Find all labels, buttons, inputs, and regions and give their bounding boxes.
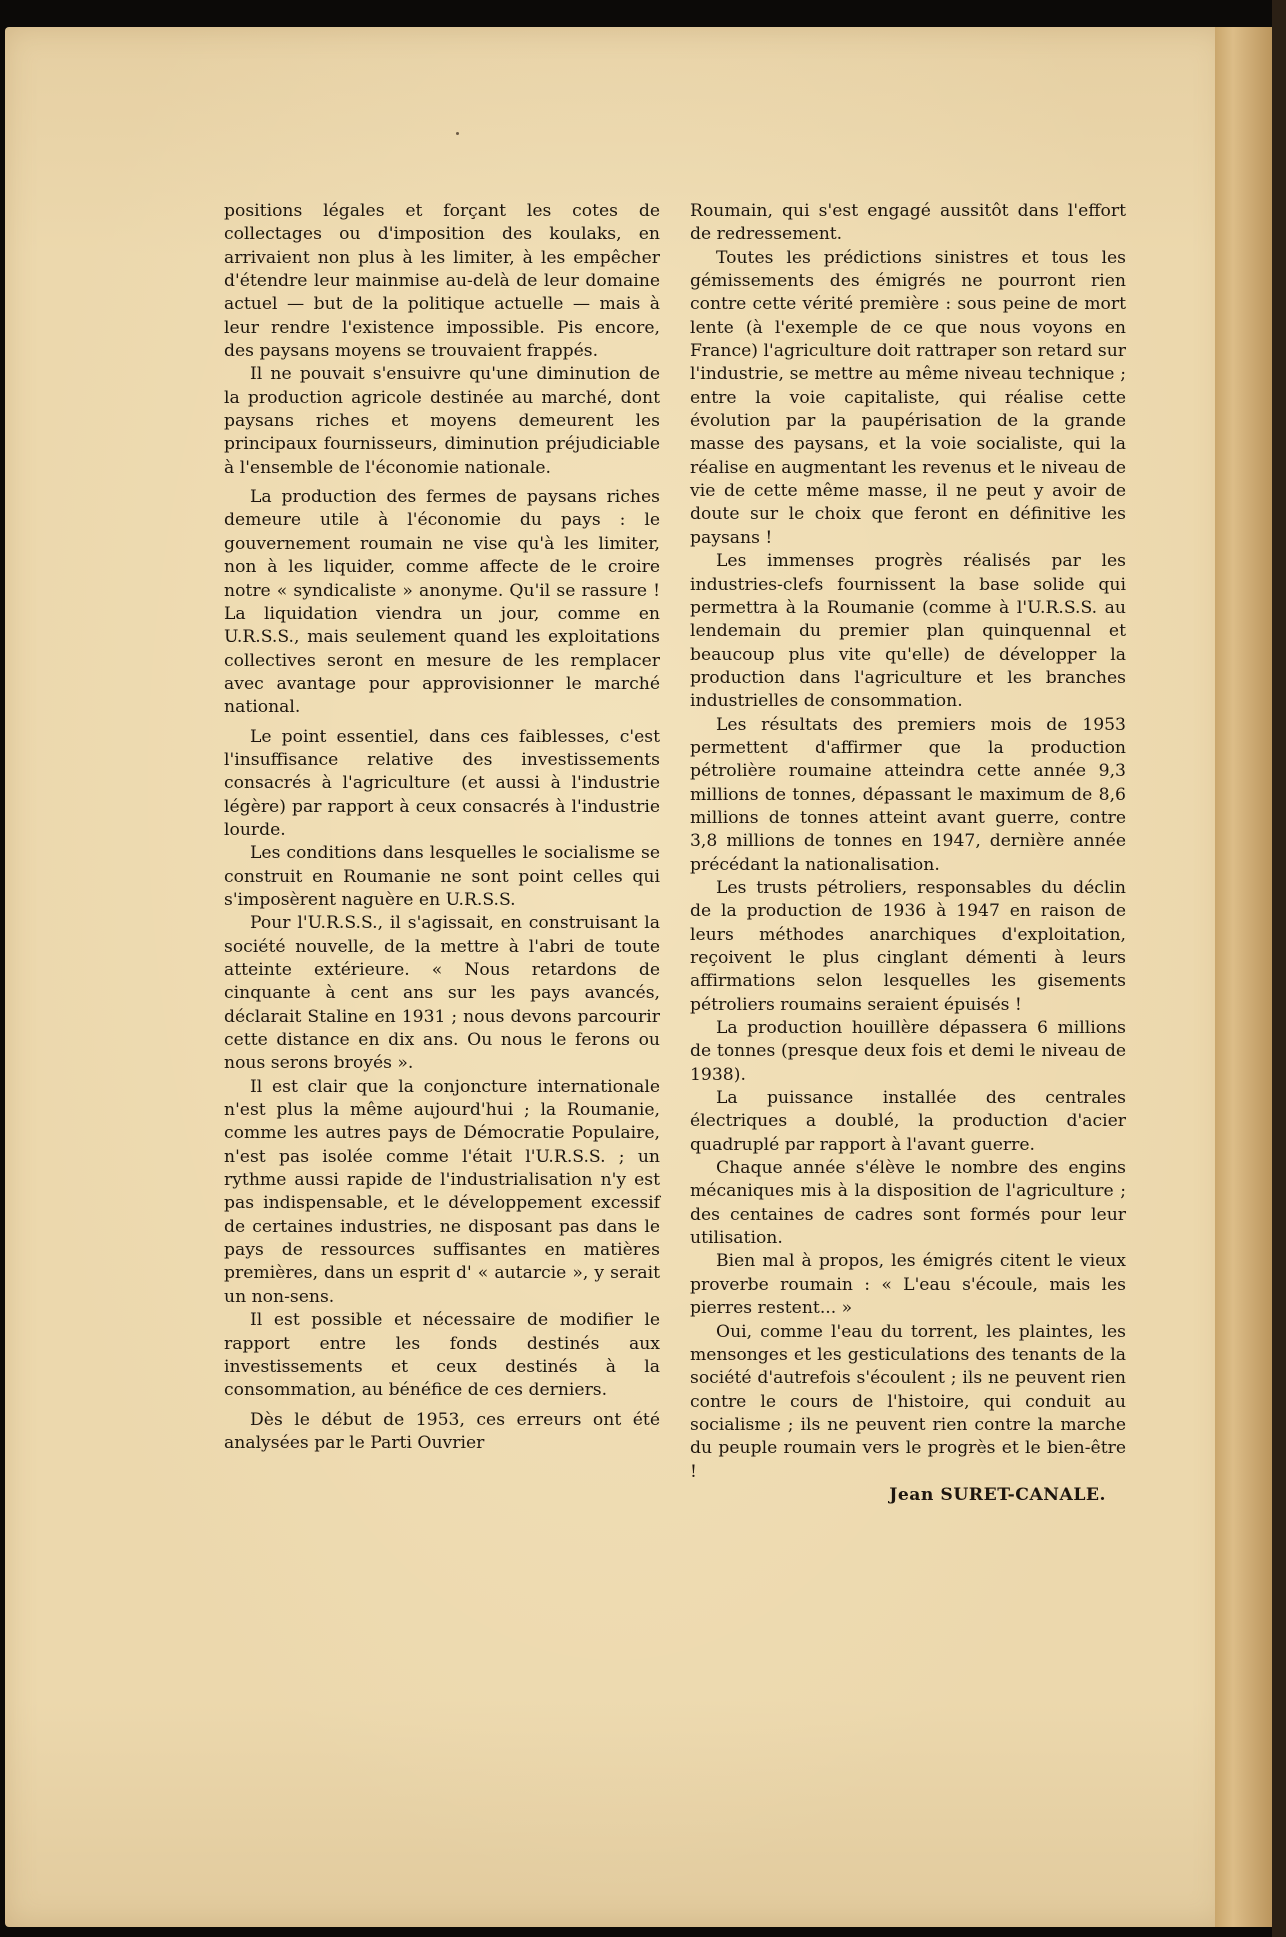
paragraph: Les conditions dans lesquelles le socialisme se construit en Roumanie ne sont point celles qui s'imposèrent naguère en U.R.S.S. — [224, 843, 660, 910]
page-edge — [1215, 27, 1275, 1927]
author-signature: Jean SURET-CANALE. — [889, 1484, 1106, 1505]
article-right-column — [690, 200, 1126, 1507]
paragraph: Pour l'U.R.S.S., il s'agissait, en construisant la société nouvelle, de la mettre à l'abri de toute atteinte extérieure. « Nous retardons de cinquante à cent ans sur les pays avancés, déclarait Staline en 1931 ; nous devons parcourir cette distance en dix ans. Ou nous le ferons ou nous serons broyés ». — [224, 913, 660, 1074]
paragraph: Les résultats des premiers mois de 1953 permettent d'affirmer que la production pétrolière roumaine atteindra cette année 9,3 millions de tonnes, dépassant le maximum de 8,6 millions de tonnes atteint avant guerre, contre 3,8 millions de tonnes en 1947, dernière année précédant la nationalisation. — [690, 714, 1126, 875]
paragraph: Bien mal à propos, les émigrés citent le vieux proverbe roumain : « L'eau s'écoule, mais les pierres restent... » — [690, 1251, 1126, 1319]
paragraph: Le point essentiel, dans ces faiblesses, c'est l'insuffisance relative des investissements consacrés à l'agriculture (et aussi à l'industrie légère) par rapport à ceux consacrés à l'industrie lourde. — [224, 726, 660, 840]
article-left-column — [224, 200, 660, 1455]
paragraph: Il est clair que la conjoncture internationale n'est plus la même aujourd'hui ; la Roumanie, comme les autres pays de Démocratie Populaire, n'est pas isolée comme l'était l'U.R.S.S. ; un rythme aussi rapide de l'industrialisation n'y est pas indispensable, et le développement excessif de certaines industries, ne disposant pas dans le pays de ressources suffisantes en matières premières, dans un esprit d' « autarcie », y serait un non-sens. — [224, 1076, 660, 1307]
paper-speck — [456, 132, 459, 135]
paragraph: Chaque année s'élève le nombre des engins mécaniques mis à la disposition de l'agriculture ; des centaines de cadres sont formés pour leur utilisation. — [690, 1158, 1126, 1249]
paragraph: Dès le début de 1953, ces erreurs ont été analysées par le Parti Ouvrier — [224, 1409, 660, 1453]
paragraph: Il est possible et nécessaire de modifier le rapport entre les fonds destinés aux investissements et ceux destinés à la consommation, au bénéfice de ces derniers. — [224, 1310, 660, 1401]
paragraph: Toutes les prédictions sinistres et tous les gémissements des émigrés ne pourront rien contre cette vérité première : sous peine de mort lente (à l'exemple de ce que nous voyons en France) l'agriculture doit rattraper son retard sur l'industrie, se mettre au même niveau technique ; entre la voie capitaliste, qui réalise cette évolution par la paupérisation de la grande masse des paysans, et la voie socialiste, qui la réalise en augmentant les revenus et le niveau de vie de cette même masse, il ne peut y avoir de doute sur le choix que feront en définitive les paysans ! — [690, 247, 1126, 548]
paragraph: positions légales et forçant les cotes de collectages ou d'imposition des koulaks, en arrivaient non plus à les limiter, à les empêcher d'étendre leur mainmise au-delà de leur domaine actuel — but de la politique actuelle — mais à leur rendre l'existence impossible. Pis encore, des paysans moyens se trouvaient frappés. — [224, 201, 660, 362]
paragraph: Oui, comme l'eau du torrent, les plaintes, les mensonges et les gesticulations des tenants de la société d'autrefois s'écoulent ; ils ne peuvent rien contre le cours de l'histoire, qui conduit au socialisme ; ils ne peuvent rien contre la marche du peuple roumain vers le progrès et le bien-être ! — [690, 1321, 1126, 1482]
paragraph: Les trusts pétroliers, responsables du déclin de la production de 1936 à 1947 en raison de leurs méthodes anarchiques d'exploitation, reçoivent le plus cinglant démenti à leurs affirmations selon lesquelles les gisements pétroliers roumains seraient épuisés ! — [690, 877, 1126, 1015]
paragraph: Il ne pouvait s'ensuivre qu'une diminution de la production agricole destinée au marché, dont paysans riches et moyens demeurent les principaux fournisseurs, diminution préjudiciable à l'ensemble de l'économie nationale. — [224, 364, 660, 478]
binding-spine — [1272, 0, 1286, 1937]
paragraph: La production houillère dépassera 6 millions de tonnes (presque deux fois et demi le niveau de 1938). — [690, 1018, 1126, 1085]
paragraph: La puissance installée des centrales électriques a doublé, la production d'acier quadruplé par rapport à l'avant guerre. — [690, 1088, 1126, 1155]
paragraph: La production des fermes de paysans riches demeure utile à l'économie du pays : le gouvernement roumain ne vise qu'à les limiter, non à les liquider, comme affecte de le croire notre « syndicaliste » anonyme. Qu'il se rassure ! La liquidation viendra un jour, comme en U.R.S.S., mais seulement quand les exploitations collectives seront en mesure de les remplacer avec avantage pour approvisionner le marché national. — [224, 487, 660, 718]
paragraph: Les immenses progrès réalisés par les industries-clefs fournissent la base solide qui permettra à la Roumanie (comme à l'U.R.S.S. au lendemain du premier plan quinquennal et beaucoup plus vite qu'elle) de développer la production dans l'agriculture et les branches industrielles de consommation. — [690, 551, 1126, 712]
paragraph: Roumain, qui s'est engagé aussitôt dans l'effort de redressement. — [690, 201, 1126, 245]
